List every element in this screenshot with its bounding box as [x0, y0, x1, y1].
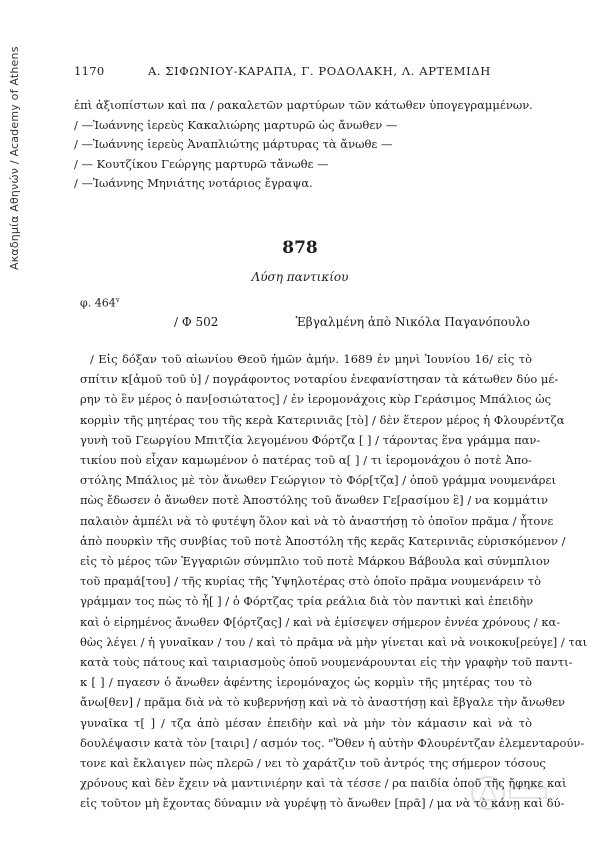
body-line: χρόνους καὶ δὲν ἔχειν νὰ μαντινιέρην καὶ τὰ τέσσε / ρα παιδία ὁποῦ τῆς ἤφηκε καὶ: [80, 776, 567, 791]
academy-watermark: Ακαδημία Αθηνών / Academy of Athens: [8, 46, 21, 270]
body-line: σπίτιν κ[ἀμοῦ τοῦ ὑ] / πογράφοντος νοταρίου ἐνεφανίστησαν τὰ κάτωθεν δύο μέ-: [80, 372, 559, 387]
signature-line: / —Ἰωάννης ἱερεὺς Ἀναπλιώτης μάρτυρας τὰ ἄνωθε —: [74, 137, 393, 151]
body-line: παλαιὸν ἀμπέλι νὰ τὸ φυτέψη ὅλον καὶ νὰ τὸ ἀναστήσῃ τὸ ὁποῖον πρᾶμα / ἧτονε: [80, 513, 554, 528]
body-line: γυνὴ τοῦ Γεωργίου Μπιτζία λεγομένου Φόρτζα [ ] / τάροντας ἕνα γράμμα παν-: [80, 432, 541, 447]
folio-superscript: v: [115, 296, 120, 304]
signature-line: / — Κουτζίκου Γεώργης μαρτυρῶ τἄνωθε —: [74, 156, 329, 171]
signatures-block: [74, 96, 533, 194]
body-line: γράμμαν τος πὼς τὸ ἧ[ ] / ὁ Φόρτζας τρία ρεάλια διὰ τὸν παντικὶ καὶ ἐπειδὴν: [80, 594, 534, 609]
body-line: δουλέψασιν κατὰ τὸν [ταιρι] / ασμόν τος. "Ὅθεν ἡ αὐτὴν Φλουρέντζαν ἐλεμενταρούν-: [80, 735, 585, 750]
body-line: τικίου ποὺ εἶχαν καμωμένον ὁ πατέρας τοῦ α[ ] / τι ἱερομονάχου ὁ ποτὲ Ἀπο-: [80, 453, 532, 468]
document-number: 878: [282, 238, 318, 258]
running-head: Α. ΣΙΦΩΝΙΟΥ-ΚΑΡΑΠΑ, Γ. ΡΟΔΟΛΑΚΗ, Λ. ΑΡΤΕΜΙΔΗ: [148, 64, 491, 78]
archive-reference: / Φ 502: [174, 315, 219, 329]
folio-text: φ. 464: [80, 296, 116, 310]
body-line: καὶ ὁ εἰρημένος ἄνωθεν Φ[όρτζας] / καὶ νὰ ἐμίσεψεν σήμερον ἐννέα χρόνους / κα-: [80, 614, 561, 629]
body-line: εἰς τὸ μέρος τῶν Ἐγγαριῶν σύνμπλιο τοῦ ποτὲ Μάρκου Βάβουλα καὶ σύνμπλιον: [80, 554, 550, 569]
body-line: ἄνω[θεν] / πρᾶμα διὰ νὰ τὸ κυβερνήσῃ καὶ νὰ τὸ ἀναστήσῃ καὶ ἔβγαλε τὴν ἄνωθεν: [80, 695, 566, 710]
body-line: κ [ ] / πγαεσν ὁ ἄνωθεν ἀφέντης ἱερομόναχος ὡς κορμὶν τῆς μητέρας του τὸ: [80, 675, 532, 690]
body-line: εἰς τοῦτον μὴ ἔχοντας δύναμιν νὰ γυρέψῃ τὸ ἄνωθεν [πρᾶ] / μα νὰ τὸ κάνῃ καὶ δύ-: [80, 796, 565, 811]
signature-line: / —Ἰωάννης ἱερεὺς Κακαλιώρης μαρτυρῶ ὡς ἄνωθεν —: [74, 117, 398, 132]
body-line: πὼς ἔδωσεν ὁ ἄνωθεν ποτὲ Ἀποστόλης τοῦ ἄνωθεν Γε[ρασίμου ἓ] / να κομμάτιν: [80, 493, 548, 508]
source-note: Ἐβγαλμένη ἀπὸ Νικόλα Παγανόπουλο: [295, 315, 530, 329]
body-line: γυναῖκα τ[ ] / τζα ἀπὸ μέσαν ἐπειδὴν καὶ νὰ μὴν τὸν κάμασιν καὶ νὰ τὸ: [80, 715, 532, 730]
document-body: [80, 349, 588, 814]
body-line: κορμὶν τῆς μητέρας του τῆς κερὰ Κατερινιᾶς [τὸ] / δὲν ἕτερον μέρος ἡ Φλουρέντζα: [80, 412, 565, 427]
library-stamp-icon: [470, 770, 550, 816]
folio-reference: [80, 296, 120, 310]
body-line: ἀπὸ πουρκὶν τῆς συνβίας τοῦ ποτὲ Ἀποστόλη τῆς κερᾶς Κατερινιᾶς εὑρισκόμενον /: [80, 533, 566, 548]
page-number: 1170: [74, 64, 105, 78]
text-line: ἐπὶ ἀξιοπίστων καὶ πα / ρακαλετῶν μαρτύρων τῶν κάτωθεν ὑπογεγραμμένων.: [74, 98, 533, 112]
body-line: στόλης Μπάλιος μὲ τὸν ἄνωθεν Γεώργιον τὸ Φόρ[τζα] / ὁποῦ γράμμα νουμενάρει: [80, 473, 556, 488]
body-line: τοῦ πραμά[του] / τῆς κυρίας τῆς Ὑψηλοτέρας στὸ ὁποῖο πρᾶμα νουμενάρειν τὸ: [80, 574, 542, 589]
body-line: τονε καὶ ἔκλαιγεν πὼς πλερῶ / νει τὸ χαράτζιν τοῦ ἀντρός της σήμερον τόσους: [80, 756, 546, 771]
body-line: θὼς λέγει / ἡ γυναῖκαν / του / καὶ τὸ πρᾶμα νὰ μὴν γίνεται καὶ νὰ νοικοκυ[ρεύγε] / ται: [80, 634, 588, 649]
body-line: ρην τὸ ἓν μέρος ὁ παν[οσιώτατος] / ἐν ἱερομονάχοις κὺρ Γεράσιμος Μπάλιος ὡς: [80, 392, 552, 407]
signature-line: / —Ἰωάννης Μηνιάτης νοτάριος ἔγραψα.: [74, 176, 313, 190]
document-title: Λύση παντικίου: [251, 270, 349, 284]
body-line: / Εἰς δόξαν τοῦ αἰωνίου Θεοῦ ἡμῶν ἀμήν. 1689 ἐν μηνὶ Ἰουνίου 16/ εἰς τὸ: [90, 352, 532, 366]
body-line: κατὰ τοὺς πάτους καὶ ταιριασμοὺς ὁποῦ νουμενάρουνται εἰς τὴν γραφὴν τοῦ παντι-: [80, 655, 573, 670]
